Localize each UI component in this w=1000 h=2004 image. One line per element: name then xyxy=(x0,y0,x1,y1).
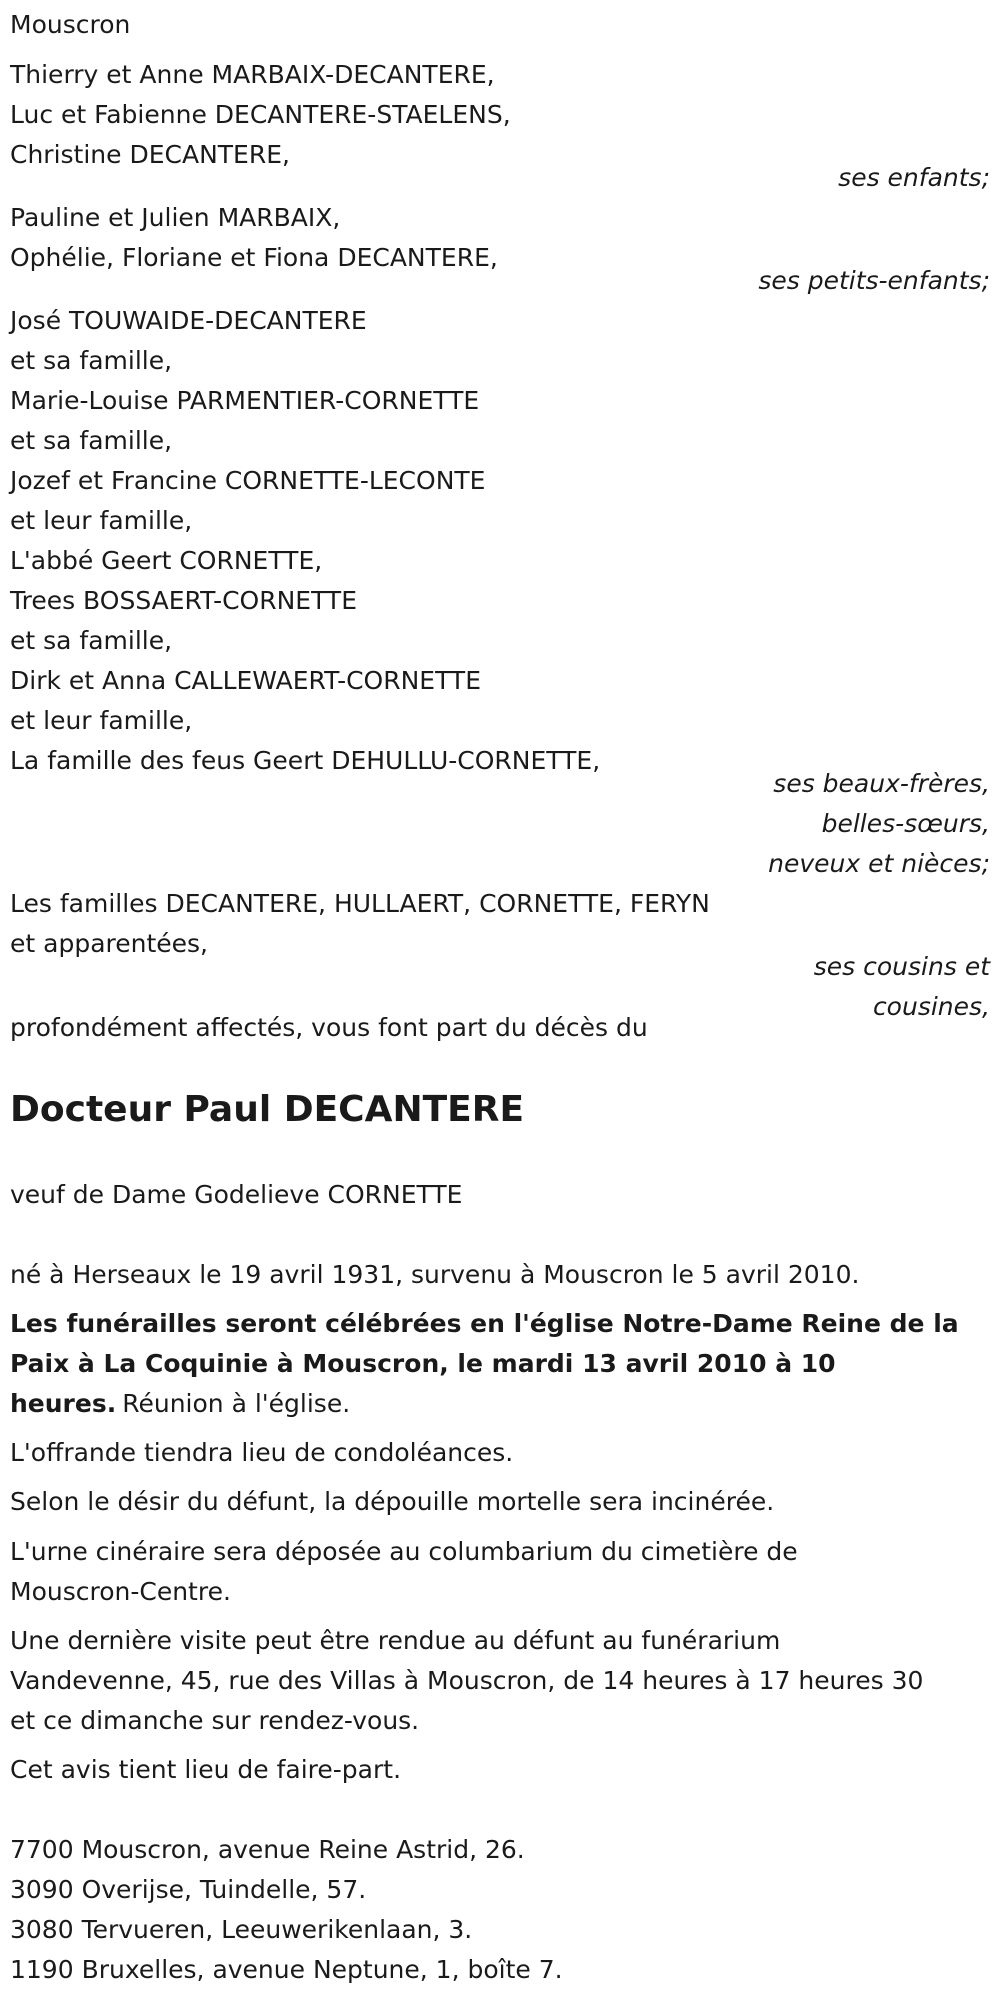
grandchildren-block xyxy=(10,198,990,295)
location-heading: Mouscron xyxy=(10,10,131,39)
family-line: Les familles DECANTERE, HULLAERT, CORNETTE, FERYN xyxy=(10,889,710,918)
cousins-block xyxy=(10,884,990,1021)
family-line: Thierry et Anne MARBAIX-DECANTERE, xyxy=(10,60,495,89)
address-line: 7700 Mouscron, avenue Reine Astrid, 26. xyxy=(10,1835,525,1864)
visit-paragraph xyxy=(10,1621,923,1741)
family-line: Marie-Louise PARMENTIER-CORNETTE xyxy=(10,386,480,415)
family-line: Ophélie, Floriane et Fiona DECANTERE, xyxy=(10,243,498,272)
family-line: et leur famille, xyxy=(10,506,193,535)
family-line: Luc et Fabienne DECANTERE-STAELENS, xyxy=(10,100,511,129)
family-line: Trees BOSSAERT-CORNETTE xyxy=(10,586,357,615)
relation-label: cousines, xyxy=(872,992,990,1021)
relation-label: ses cousins et xyxy=(813,952,990,981)
family-line: et leur famille, xyxy=(10,706,193,735)
announcement-text: profondément affectés, vous font part du décès du xyxy=(10,1013,648,1042)
family-line: Pauline et Julien MARBAIX, xyxy=(10,203,341,232)
family-line: et apparentées, xyxy=(10,929,208,958)
family-line: Christine DECANTERE, xyxy=(10,140,290,169)
relation-label: neveux et nièces; xyxy=(768,849,990,878)
meeting-text: Réunion à l'église. xyxy=(122,1389,351,1418)
widower-line: veuf de Dame Godelieve CORNETTE xyxy=(10,1180,463,1209)
family-line: La famille des feus Geert DEHULLU-CORNETTE, xyxy=(10,746,601,775)
relation-label: ses beaux-frères, xyxy=(773,769,990,798)
family-line: et sa famille, xyxy=(10,426,173,455)
relation-label: ses petits-enfants; xyxy=(758,266,990,295)
visit-line: Vandevenne, 45, rue des Villas à Mouscron, de 14 heures à 17 heures 30 xyxy=(10,1666,924,1695)
address-line: 3090 Overijse, Tuindelle, 57. xyxy=(10,1875,367,1904)
funeral-line: Paix à La Coquinie à Mouscron, le mardi 13 avril 2010 à 10 xyxy=(10,1349,836,1378)
cremation-text: Selon le désir du défunt, la dépouille mortelle sera incinérée. xyxy=(10,1487,775,1516)
notice-text: Cet avis tient lieu de faire-part. xyxy=(10,1755,402,1784)
addresses-block xyxy=(10,1830,563,1990)
family-line: José TOUWAIDE-DECANTERE xyxy=(10,306,367,335)
family-line: Jozef et Francine CORNETTE-LECONTE xyxy=(10,466,486,495)
funeral-line: Les funérailles seront célébrées en l'église Notre-Dame Reine de la xyxy=(10,1309,959,1338)
family-line: et sa famille, xyxy=(10,346,173,375)
family-line: et sa famille, xyxy=(10,626,173,655)
funeral-time: heures. xyxy=(10,1389,117,1418)
urn-paragraph xyxy=(10,1532,798,1612)
visit-line: et ce dimanche sur rendez-vous. xyxy=(10,1706,420,1735)
family-line: L'abbé Geert CORNETTE, xyxy=(10,546,323,575)
inlaws-block xyxy=(10,301,990,878)
urn-line: L'urne cinéraire sera déposée au columbarium du cimetière de xyxy=(10,1537,798,1566)
visit-line: Une dernière visite peut être rendue au défunt au funérarium xyxy=(10,1626,781,1655)
birth-death-line: né à Herseaux le 19 avril 1931, survenu à Mouscron le 5 avril 2010. xyxy=(10,1260,860,1289)
deceased-name: Docteur Paul DECANTERE xyxy=(10,1089,525,1130)
funeral-paragraph xyxy=(10,1304,990,1424)
address-line: 1190 Bruxelles, avenue Neptune, 1, boîte 7. xyxy=(10,1955,563,1984)
offering-text: L'offrande tiendra lieu de condoléances. xyxy=(10,1438,514,1467)
relation-label: ses enfants; xyxy=(838,163,990,192)
children-block xyxy=(10,55,990,192)
address-line: 3080 Tervueren, Leeuwerikenlaan, 3. xyxy=(10,1915,473,1944)
family-line: Dirk et Anna CALLEWAERT-CORNETTE xyxy=(10,666,481,695)
relation-label: belles-sœurs, xyxy=(821,809,990,838)
urn-line: Mouscron-Centre. xyxy=(10,1577,231,1606)
